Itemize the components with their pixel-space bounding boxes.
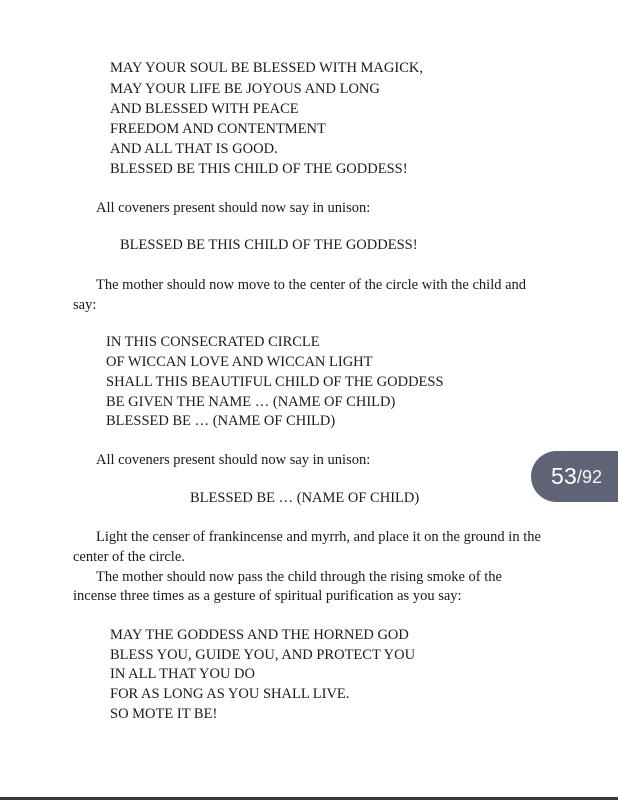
paragraph-censer-cont: center of the circle. [73, 549, 185, 565]
paragraph-mother: The mother should now pass the child through the rising smoke of the [96, 569, 502, 585]
paragraph-mother-cont: incense three times as a gesture of spiritual purification as you say: [73, 588, 462, 604]
verse-line: BLESSED BE THIS CHILD OF THE GODDESS! [110, 161, 408, 177]
verse-line: IN THIS CONSECRATED CIRCLE [106, 334, 320, 350]
verse-line: SO MOTE IT BE! [110, 706, 218, 722]
verse-line: AND BLESSED WITH PEACE [110, 101, 299, 117]
verse-line: OF WICCAN LOVE AND WICCAN LIGHT [106, 354, 373, 370]
current-page-number: 53 [550, 462, 577, 489]
verse-line: BE GIVEN THE NAME … (NAME OF CHILD) [106, 394, 396, 410]
clipped-top-line [0, 0, 618, 76]
verse-line: FREEDOM AND CONTENTMENT [110, 121, 326, 137]
paragraph-censer: Light the censer of frankincense and myrrh, and place it on the ground in the [96, 529, 541, 545]
paragraph-unison: All coveners present should now say in unison: [96, 200, 371, 216]
page-indicator[interactable] [531, 451, 618, 502]
paragraph-unison: All coveners present should now say in unison: [96, 452, 371, 468]
verse-line: FOR AS LONG AS YOU SHALL LIVE. [110, 686, 350, 702]
verse-line: AND ALL THAT IS GOOD. [110, 141, 278, 157]
chant-line: BLESSED BE … (NAME OF CHILD) [190, 490, 420, 506]
chant-line: BLESSED BE THIS CHILD OF THE GODDESS! [120, 237, 418, 253]
paragraph-mother: The mother should now move to the center of the circle with the child and [96, 277, 527, 293]
total-pages: /92 [576, 467, 602, 488]
verse-line: MAY YOUR LIFE BE JOYOUS AND LONG [110, 81, 380, 97]
verse-line: BLESS YOU, GUIDE YOU, AND PROTECT YOU [110, 647, 416, 663]
verse-line: MAY YOUR SOUL BE BLESSED WITH MAGICK, [110, 60, 423, 76]
paragraph-mother-cont: say: [73, 297, 97, 313]
verse-line: MAY THE GODDESS AND THE HORNED GOD [110, 627, 409, 643]
verse-line: BLESSED BE … (NAME OF CHILD) [106, 413, 336, 429]
verse-line: SHALL THIS BEAUTIFUL CHILD OF THE GODDESS [106, 374, 444, 390]
verse-line: IN ALL THAT YOU DO [110, 666, 255, 682]
